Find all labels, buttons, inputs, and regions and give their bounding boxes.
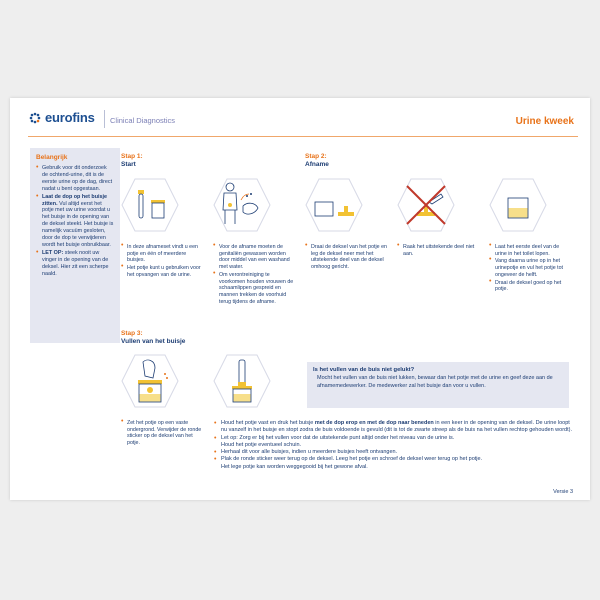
- version-label: Versie 3: [553, 489, 573, 495]
- important-title: Belangrijk: [36, 154, 68, 161]
- fill-step: • Plak de ronde sticker weer terug op de deksel. Leeg het potje en schroef de deksel weer terug op het potje.: [221, 456, 573, 463]
- fill-failed-box: [307, 362, 569, 408]
- important-item: • Laat de dop op het buisje zitten. Vul altijd eerst het potje met uw urine voordat u het buisje in de opening van de deksel steekt. Het buisje is namelijk vacuüm gesloten, door de dop te verwijderen wordt het buisje onbruikbaar.: [42, 194, 114, 249]
- eurofins-logo: [28, 110, 95, 125]
- remove-sticker-illustration: [121, 354, 179, 408]
- step-2-heading: Stap 2: Afname: [305, 153, 329, 168]
- caption-washing: • Voor de afname moeten de genitaliën gewassen worden door middel van een washand met water. • Om verontreiniging te voorkomen houden vrouwen de schaamlippen gespreid en mannen trekken de voorhuid terug tijdens de afname.: [213, 244, 295, 306]
- caption-sticker: • Zet het potje op een vaste ondergrond. Verwijder de ronde sticker op de deksel van het potje.: [121, 420, 203, 448]
- filled-cup-illustration: [489, 178, 547, 232]
- do-not-touch-illustration: [397, 178, 455, 232]
- caption-open-lid: • Draai de deksel van het potje en leg de deksel neer met het uitstekende deel van de deksel omhoog gericht.: [305, 244, 387, 272]
- step-1-heading: Stap 1: Start: [121, 153, 143, 168]
- washing-illustration: [213, 178, 271, 232]
- header-rule: [28, 136, 578, 137]
- fill-instructions: [213, 420, 573, 471]
- fill-failed-title: Is het vullen van de buis niet gelukt?: [313, 367, 415, 373]
- header-subtitle: Clinical Diagnostics: [110, 116, 176, 125]
- fill-tube-illustration: [213, 354, 271, 408]
- important-item: • LET OP: steek nooit uw vinger in de opening van de deksel. Hier zit een scherpe naald.: [42, 250, 114, 278]
- important-box: [30, 148, 120, 343]
- caption-step1: • In deze afnameset vindt u een potje en één of meerdere buisjes. • Het potje kunt u gebruiken voor het opvangen van de urine.: [121, 244, 203, 280]
- logo-text: eurofins: [45, 110, 95, 125]
- header: [28, 106, 578, 134]
- open-lid-illustration: [305, 178, 363, 232]
- kit-illustration: [121, 178, 179, 232]
- eurofins-logo-icon: [28, 111, 42, 125]
- fill-step: • Herhaal dit voor alle buisjes, indien u meerdere buisjes heeft ontvangen.: [221, 449, 573, 456]
- important-item: • Gebruik voor dit onderzoek de ochtend-urine, dit is de eerste urine op de dag, direct nadat u bent opgestaan.: [42, 165, 114, 193]
- fill-step: • Houd het potje vast en druk het buisje met de dop erop en met de dop naar beneden in een keer in de opening van de deksel. De urine loopt nu vanzelf in het buisje en stopt zodra de buis voldoende is gevuld (dit is tot de zwarte streep als de buis na het vullen rechtop gehouden wordt).: [221, 420, 573, 435]
- caption-collect: • Laat het eerste deel van de urine in het toilet lopen. • Vang daarna urine op in het urinepotje en vul het potje tot ongeveer de helft. • Draai de deksel goed op het potje.: [489, 244, 571, 294]
- document-title: Urine kweek: [515, 116, 574, 127]
- fill-failed-text: Mocht het vullen van de buis niet lukken, bewaar dan het potje met de urine en geef deze aan de afnamemedewerker. De medewerker zal het buisje dan voor u vullen.: [317, 375, 553, 389]
- step-3-heading: Stap 3: Vullen van het buisje: [121, 330, 186, 345]
- fill-step: Houd het potje eventueel schuin.: [221, 441, 302, 448]
- fill-step: • Let op: Zorg er bij het vullen voor dat de uitstekende punt altijd onder het niveau van de urine is.: [221, 435, 573, 442]
- fill-step: Het lege potje kan worden weggegooid bij het gewone afval.: [221, 463, 368, 470]
- header-divider: [104, 110, 105, 128]
- caption-do-not-touch: • Raak het uitstekende deel niet aan.: [397, 244, 479, 258]
